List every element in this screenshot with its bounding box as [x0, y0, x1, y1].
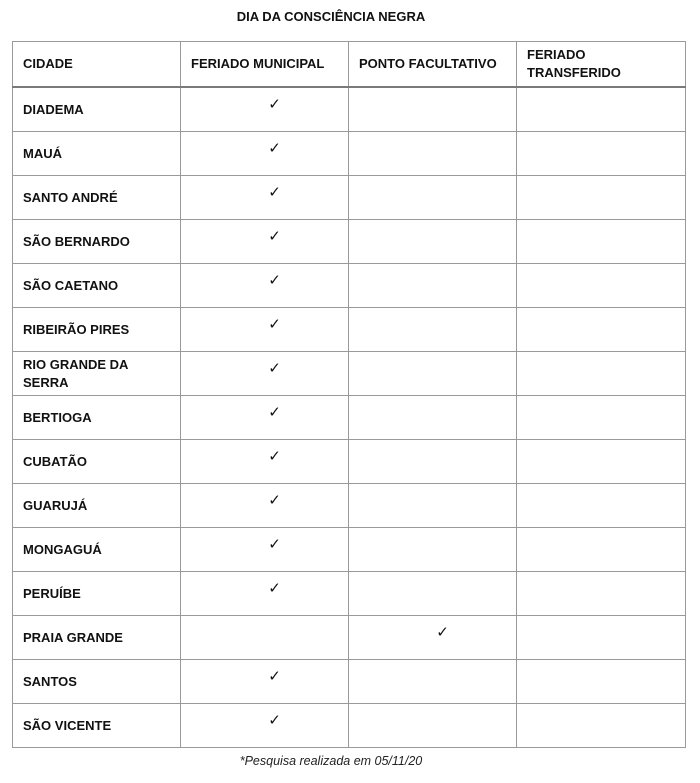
checkmark-icon: ✓	[268, 667, 281, 685]
city-cell: CUBATÃO	[13, 440, 181, 484]
table-row	[13, 352, 686, 396]
city-cell: PRAIA GRANDE	[13, 616, 181, 660]
ponto-facultativo-cell	[349, 132, 517, 176]
table-row	[13, 616, 686, 660]
feriado-municipal-cell	[181, 264, 349, 308]
feriado-municipal-cell	[181, 704, 349, 748]
feriado-municipal-cell	[181, 220, 349, 264]
city-cell: BERTIOGA	[13, 396, 181, 440]
ponto-facultativo-cell	[349, 87, 517, 132]
feriado-transferido-cell	[517, 616, 686, 660]
ponto-facultativo-cell	[349, 352, 517, 396]
ponto-facultativo-cell	[349, 528, 517, 572]
checkmark-icon: ✓	[436, 623, 449, 641]
feriado-municipal-cell	[181, 396, 349, 440]
table-row	[13, 572, 686, 616]
city-cell: DIADEMA	[13, 87, 181, 132]
feriado-transferido-cell	[517, 572, 686, 616]
city-cell: MONGAGUÁ	[13, 528, 181, 572]
ponto-facultativo-cell	[349, 572, 517, 616]
checkmark-icon: ✓	[268, 183, 281, 201]
city-cell: RIO GRANDE DA SERRA	[13, 352, 181, 396]
feriado-transferido-cell	[517, 264, 686, 308]
document-title: DIA DA CONSCIÊNCIA NEGRA	[236, 9, 426, 24]
feriado-transferido-cell	[517, 396, 686, 440]
feriado-municipal-cell	[181, 528, 349, 572]
table-row	[13, 528, 686, 572]
feriado-municipal-cell	[181, 352, 349, 396]
ponto-facultativo-cell	[349, 440, 517, 484]
feriado-transferido-cell	[517, 528, 686, 572]
feriado-transferido-cell	[517, 87, 686, 132]
header-feriado-transferido: FERIADO TRANSFERIDO	[517, 42, 686, 88]
table-row	[13, 660, 686, 704]
table-row	[13, 176, 686, 220]
table-row	[13, 308, 686, 352]
feriado-municipal-cell	[181, 484, 349, 528]
checkmark-icon: ✓	[268, 491, 281, 509]
city-cell: GUARUJÁ	[13, 484, 181, 528]
table-row	[13, 264, 686, 308]
feriado-municipal-cell	[181, 660, 349, 704]
feriado-transferido-cell	[517, 220, 686, 264]
feriado-transferido-cell	[517, 308, 686, 352]
feriado-transferido-cell	[517, 176, 686, 220]
holiday-table	[12, 41, 686, 748]
feriado-municipal-cell	[181, 440, 349, 484]
ponto-facultativo-cell	[349, 704, 517, 748]
feriado-municipal-cell	[181, 87, 349, 132]
checkmark-icon: ✓	[268, 139, 281, 157]
ponto-facultativo-cell	[349, 308, 517, 352]
ponto-facultativo-cell	[349, 220, 517, 264]
feriado-transferido-cell	[517, 132, 686, 176]
checkmark-icon: ✓	[268, 403, 281, 421]
feriado-municipal-cell	[181, 308, 349, 352]
city-cell: PERUÍBE	[13, 572, 181, 616]
city-cell: MAUÁ	[13, 132, 181, 176]
checkmark-icon: ✓	[268, 535, 281, 553]
ponto-facultativo-cell	[349, 176, 517, 220]
ponto-facultativo-cell	[349, 264, 517, 308]
city-cell: SANTO ANDRÉ	[13, 176, 181, 220]
feriado-municipal-cell	[181, 176, 349, 220]
checkmark-icon: ✓	[268, 271, 281, 289]
feriado-transferido-cell	[517, 660, 686, 704]
city-cell: SÃO BERNARDO	[13, 220, 181, 264]
checkmark-icon: ✓	[268, 711, 281, 729]
header-cidade: CIDADE	[13, 42, 181, 88]
checkmark-icon: ✓	[268, 227, 281, 245]
checkmark-icon: ✓	[268, 447, 281, 465]
feriado-transferido-cell	[517, 704, 686, 748]
feriado-municipal-cell	[181, 616, 349, 660]
table-row	[13, 87, 686, 132]
feriado-municipal-cell	[181, 572, 349, 616]
table-row	[13, 396, 686, 440]
ponto-facultativo-cell	[349, 660, 517, 704]
city-cell: SANTOS	[13, 660, 181, 704]
feriado-transferido-cell	[517, 484, 686, 528]
feriado-transferido-cell	[517, 352, 686, 396]
table-body	[13, 87, 686, 748]
table-row	[13, 484, 686, 528]
checkmark-icon: ✓	[268, 579, 281, 597]
table-row	[13, 220, 686, 264]
header-ponto-facultativo: PONTO FACULTATIVO	[349, 42, 517, 88]
checkmark-icon: ✓	[268, 95, 281, 113]
city-cell: SÃO VICENTE	[13, 704, 181, 748]
table-header-row	[13, 42, 686, 88]
header-feriado-municipal: FERIADO MUNICIPAL	[181, 42, 349, 88]
checkmark-icon: ✓	[268, 359, 281, 377]
checkmark-icon: ✓	[268, 315, 281, 333]
feriado-transferido-cell	[517, 440, 686, 484]
ponto-facultativo-cell	[349, 616, 517, 660]
ponto-facultativo-cell	[349, 484, 517, 528]
table-row	[13, 132, 686, 176]
footnote: *Pesquisa realizada em 05/11/20	[239, 754, 423, 768]
city-cell: RIBEIRÃO PIRES	[13, 308, 181, 352]
table-row	[13, 440, 686, 484]
city-cell: SÃO CAETANO	[13, 264, 181, 308]
ponto-facultativo-cell	[349, 396, 517, 440]
table-row	[13, 704, 686, 748]
feriado-municipal-cell	[181, 132, 349, 176]
